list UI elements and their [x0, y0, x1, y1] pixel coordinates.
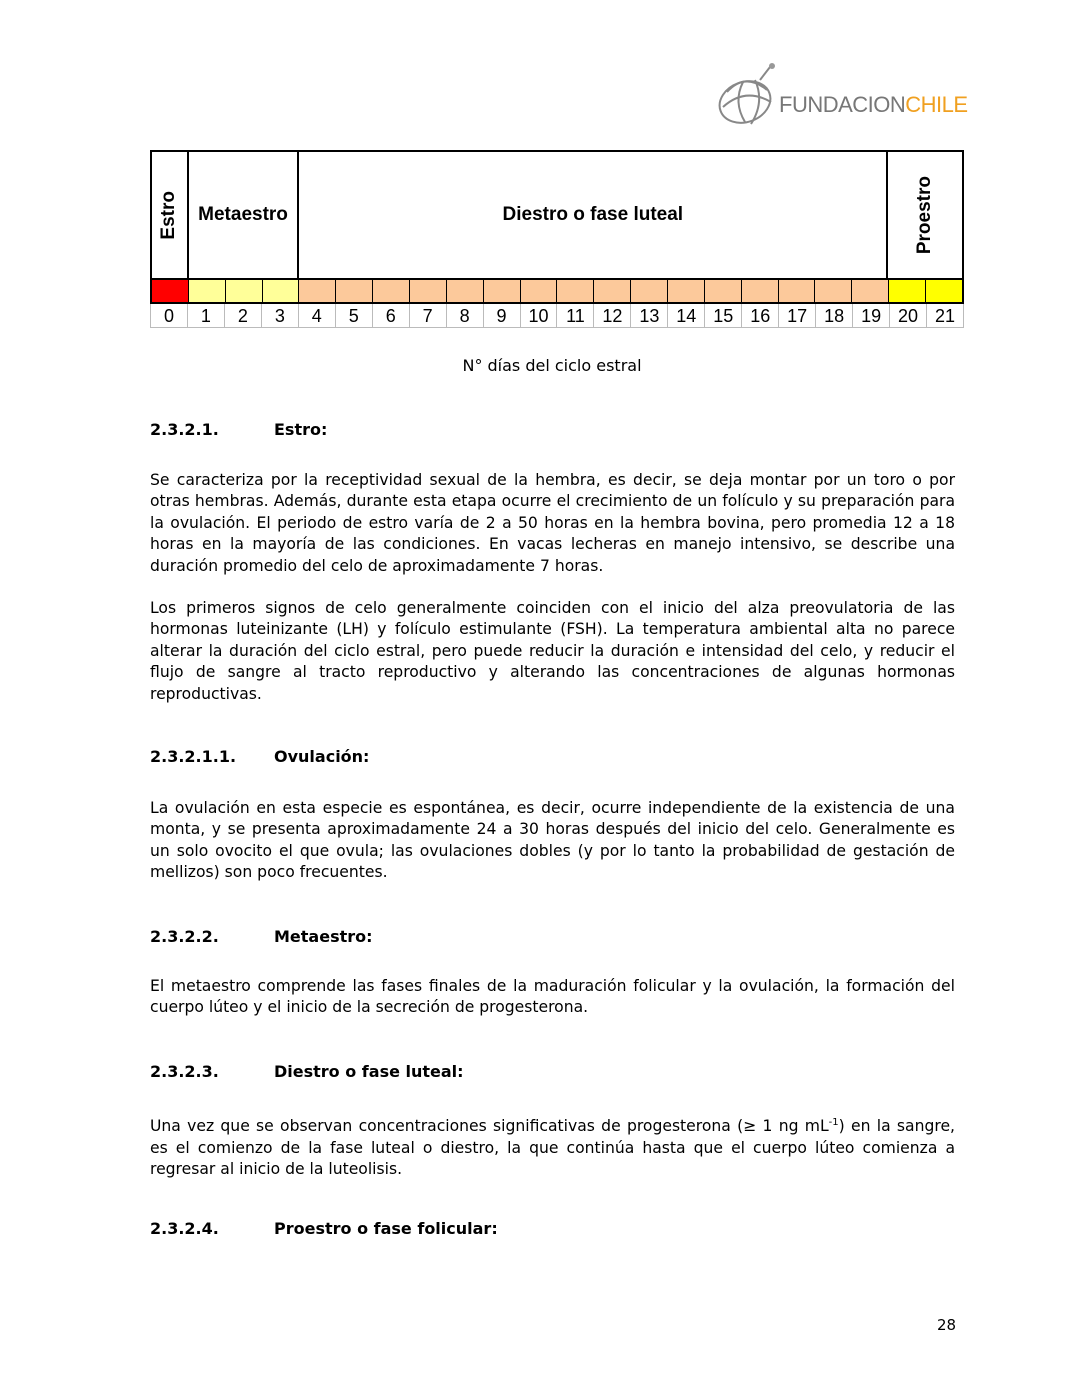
day-number: 10 [521, 304, 558, 327]
section-heading: 2.3.2.2. Metaestro: [150, 927, 373, 946]
day-color-cell [889, 280, 926, 302]
phase-label: Diestro o fase luteal [502, 204, 684, 225]
day-number: 6 [373, 304, 410, 327]
day-color-cell [852, 280, 889, 302]
day-number: 5 [336, 304, 373, 327]
phase-proestro [888, 152, 962, 278]
section-heading: 2.3.2.3. Diestro o fase luteal: [150, 1062, 464, 1081]
day-number: 13 [631, 304, 668, 327]
day-color-cell [779, 280, 816, 302]
day-color-cell [263, 280, 300, 302]
day-color-cell [926, 280, 962, 302]
logo-text-chile: CHILE [905, 92, 968, 117]
day-color-cell [447, 280, 484, 302]
day-color-cell [705, 280, 742, 302]
day-number: 11 [557, 304, 594, 327]
paragraph: La ovulación en esta especie es espontánea, es decir, ocurre independiente de la existencia de una monta, y se presenta aproximadamente 24 a 30 horas después del inicio del celo. Generalmente es un solo ovocito el que ovula; las ovulaciones dobles (y por lo tanto la probabilidad de gestación de mellizos) son poco frecuentes. [150, 799, 955, 882]
day-color-cell [189, 280, 226, 302]
page-number: 28 [937, 1316, 957, 1334]
estrous-cycle-diagram [150, 150, 964, 328]
day-color-cell [521, 280, 558, 302]
day-color-cell [373, 280, 410, 302]
fundacion-chile-logo [715, 62, 968, 128]
day-color-cell [226, 280, 263, 302]
phase-diestro [299, 152, 888, 278]
day-color-cell [336, 280, 373, 302]
day-number: 9 [484, 304, 521, 327]
day-number: 7 [410, 304, 447, 327]
day-number: 12 [594, 304, 631, 327]
day-color-cell [631, 280, 668, 302]
paragraph: Los primeros signos de celo generalmente coinciden con el inicio del alza preovulatoria de las hormonas luteinizante (LH) y folículo estimulante (FSH). La temperatura ambiental alta no parece alterar la duración del ciclo estral, pero puede reducir la duración e intensidad del celo, y reducir el flujo de sangre al tracto reproductivo y alterando las concentraciones de algunas hormonas reproductivas. [150, 599, 955, 703]
day-number: 8 [447, 304, 484, 327]
day-color-cell [299, 280, 336, 302]
logo-text-fundacion: FUNDACION [779, 92, 906, 117]
phase-label: Estro [158, 190, 180, 240]
day-color-cell [742, 280, 779, 302]
day-color-cell [557, 280, 594, 302]
day-color-cell [152, 280, 189, 302]
day-number: 16 [742, 304, 779, 327]
day-number: 21 [934, 306, 955, 326]
paragraph: Una vez que se observan concentraciones significativas de progesterona (≥ 1 ng $mL^{-1}$) en la sangre, es el comienzo de la fase luteal o diestro, la que continúa hasta que el cuerpo lúteo comienza a regresar al inicio de la luteolisis. [150, 1117, 955, 1178]
day-number: 17 [779, 304, 816, 327]
phase-metaestro [189, 152, 299, 278]
day-number: 2 [225, 304, 262, 327]
day-color-cell [410, 280, 447, 302]
day-number: 14 [668, 304, 705, 327]
paragraph: Se caracteriza por la receptividad sexual de la hembra, es decir, se deja montar por un toro o por otras hembras. Además, durante esta etapa ocurre el crecimiento de un folículo y su preparación para la ovulación. El periodo de estro varía de 2 a 50 horas en la hembra bovina, pero promedia 12 a 18 horas en la mayoría de las condiciones. En vacas lecheras en manejo intensivo, se describe una duración promedio del celo de aproximadamente 7 horas. [150, 471, 955, 575]
diagram-caption: N° días del ciclo estral [462, 356, 642, 375]
section-heading: 2.3.2.1.1. Ovulación: [150, 747, 370, 766]
day-number: 3 [262, 304, 299, 327]
day-number: 0 [151, 304, 188, 327]
day-number: 4 [299, 304, 336, 327]
paragraph: El metaestro comprende las fases finales de la maduración folicular y la ovulación, la formación del cuerpo lúteo y el inicio de la secreción de progesterona. [150, 977, 955, 1017]
day-color-cell [668, 280, 705, 302]
section-heading: 2.3.2.1. Estro: [150, 420, 328, 439]
day-number: 18 [816, 304, 853, 327]
phase-label: Proestro [914, 175, 936, 255]
day-color-cell [815, 280, 852, 302]
day-color-cell [484, 280, 521, 302]
day-number: 15 [705, 304, 742, 327]
phase-estro [152, 152, 189, 278]
day-number: 20 [890, 304, 927, 327]
day-color-cell [594, 280, 631, 302]
day-number: 1 [188, 304, 225, 327]
phase-label: Metaestro [198, 204, 288, 225]
section-heading: 2.3.2.4. Proestro o fase folicular: [150, 1219, 498, 1238]
day-number: 19 [853, 304, 890, 327]
globe-icon [715, 62, 785, 128]
